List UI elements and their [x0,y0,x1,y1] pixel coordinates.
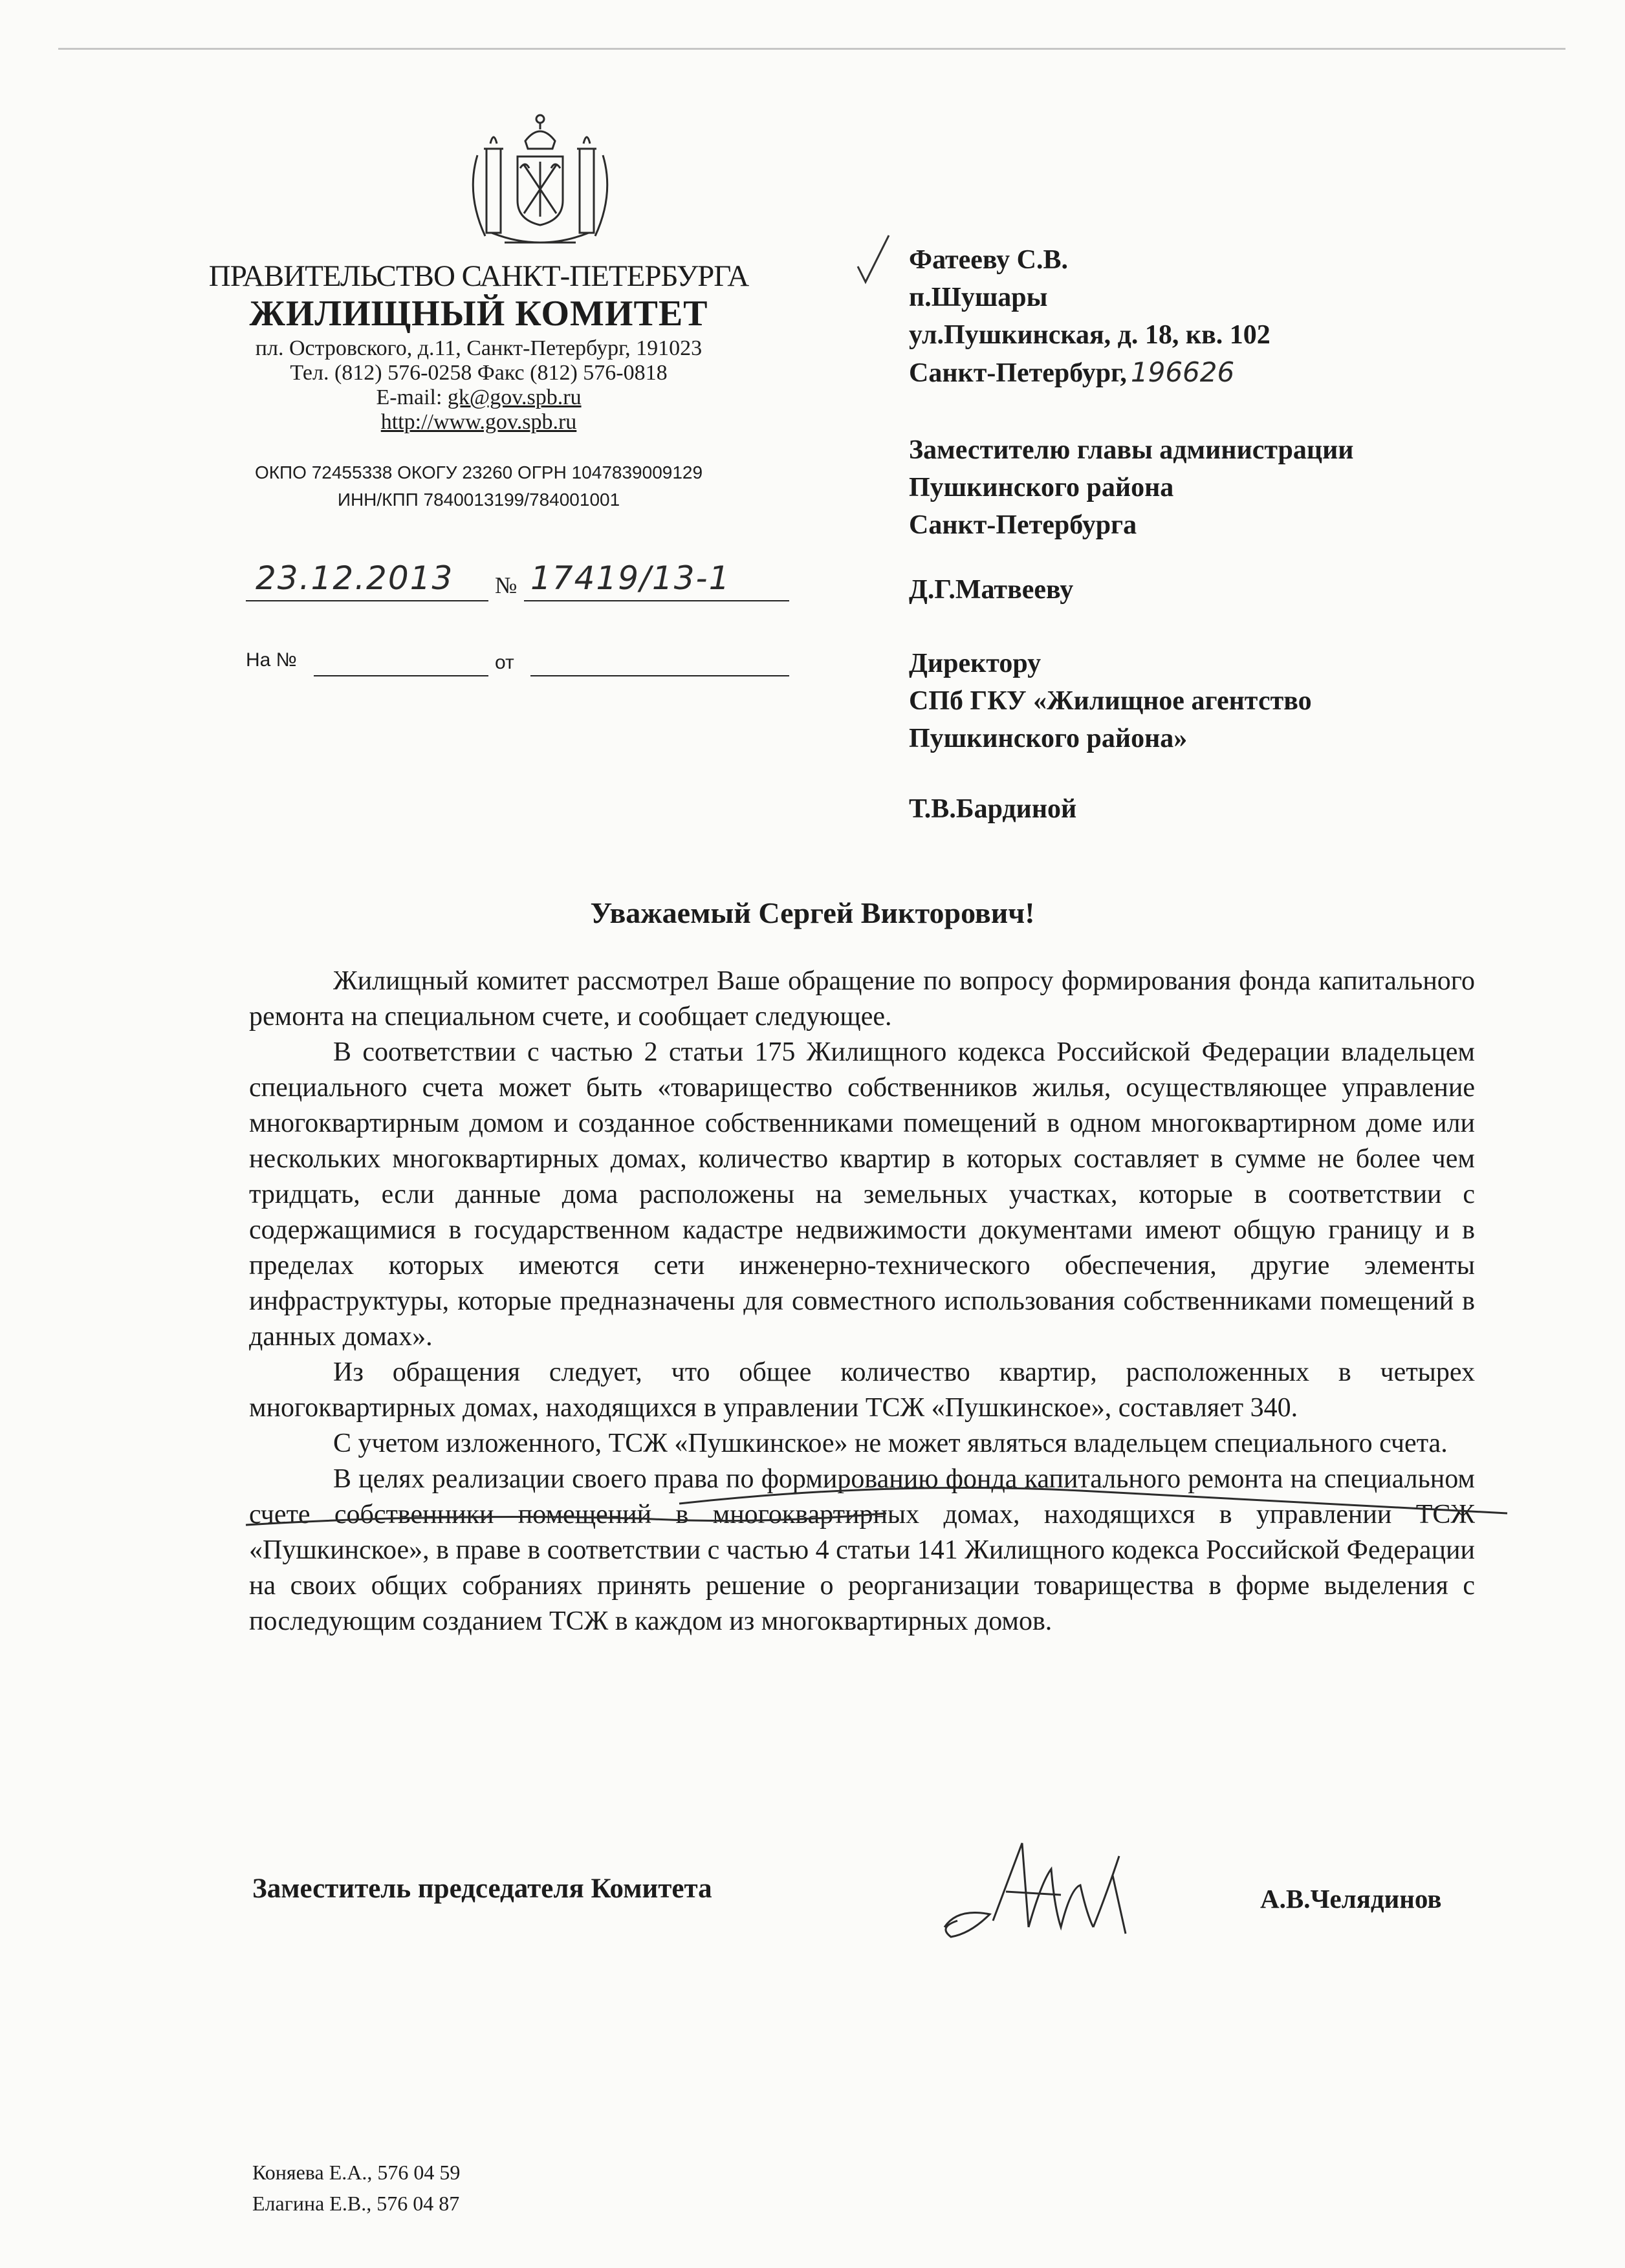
handwritten-signature [932,1830,1139,1979]
scan-edge-line [58,48,1565,50]
committee-phones: Тел. (812) 576-0258 Факс (812) 576-0818 [290,361,668,385]
addressee-line: СПб ГКУ «Жилищное агентство [909,686,1312,716]
committee-address: пл. Островского, д.11, Санкт-Петербург, 191023 [255,336,703,360]
number-sign: № [495,572,518,598]
outgoing-date: 23.12.2013 [256,559,454,597]
inn-kpp: ИНН/КПП 7840013199/784001001 [337,490,620,510]
addressee-director [909,645,1556,757]
addressee-matveev [909,571,1556,609]
committee-name: ЖИЛИЩНЫЙ КОМИТЕТ [249,294,708,334]
addressee-line: Директору [909,649,1042,678]
addressee-city: Санкт-Петербург, [909,358,1127,388]
addressee-line: Д.Г.Матвееву [909,575,1074,605]
government-name: ПРАВИТЕЛЬСТВО САНКТ-ПЕТЕРБУРГА [208,259,749,293]
email-link[interactable]: gk@gov.spb.ru [447,385,582,409]
reference-line [246,647,789,686]
addressee-line: Санкт-Петербурга [909,510,1137,540]
addressee-line [909,354,1556,392]
spb-coat-of-arms-icon [453,103,627,259]
postal-code: 196626 [1130,356,1235,388]
reference-date-blank [530,675,789,676]
executor-line: Коняева Е.А., 576 04 59 [252,2161,461,2184]
addressee-applicant [909,241,1556,392]
registration-line [246,556,789,614]
reference-from-label: от [495,652,514,673]
addressee-bardina [909,790,1556,828]
reference-number-label: На № [246,649,297,671]
signatory-title: Заместитель председателя Комитета [252,1874,712,1904]
registry-codes: ОКПО 72455338 ОКОГУ 23260 ОГРН 1047839009129 [254,462,703,482]
number-underline [524,600,789,601]
addressee-line: Пушкинского района» [909,724,1188,753]
outgoing-number: 17419/13-1 [530,559,731,597]
addressee-line: Фатееву С.В. [909,245,1068,275]
reference-number-blank [314,675,488,676]
addressee-line: п.Шушары [909,283,1048,312]
paragraph: Из обращения следует, что общее количество квартир, расположенных в четырех многоквартирных домах, находящихся в управлении ТСЖ «Пушкинское», составляет 340. [249,1357,1475,1423]
email-label: E-mail: [376,385,448,409]
addressee-line: ул.Пушкинская, д. 18, кв. 102 [909,320,1271,350]
executor-line: Елагина Е.В., 576 04 87 [252,2192,460,2215]
paragraph: В целях реализации своего права по формированию фонда капитального ремонта на специальном счете собственники помещений в многоквартирных домах, находящихся в управлении ТСЖ «Пушкинское», в праве в соответствии с частью 4 статьи 141 Жилищного кодекса Российской Федерации на своих общих собраниях принять решение о реорганизации товарищества в форме выделения с последующим созданием ТСЖ в каждом из многоквартирных домов. [249,1464,1475,1636]
addressee-line: Заместителю главы администрации [909,435,1354,465]
date-underline [246,600,488,601]
checkmark-icon [854,233,893,285]
website-link[interactable]: http://www.gov.spb.ru [380,410,577,434]
signatory-name: А.В.Челядинов [1260,1884,1442,1914]
paragraph: С учетом изложенного, ТСЖ «Пушкинское» не может являться владельцем специального счета. [333,1429,1448,1458]
committee-email-line [207,385,750,409]
addressee-line: Т.В.Бардиной [909,794,1077,824]
addressee-deputy-head [909,431,1556,544]
pen-underline-mark [239,1468,1533,1539]
paragraph: Жилищный комитет рассмотрел Ваше обращение по вопросу формирования фонда капитального ремонта на специальном счете, и сообщает следующее. [249,966,1475,1031]
paragraph: В соответствии с частью 2 статьи 175 Жилищного кодекса Российской Федерации владельцем специального счета может быть «товарищество собственников жилья, осуществляющее управление многоквартирным домом и созданное собственниками помещений в одном многоквартирном доме или нескольких многоквартирных домах, количество квартир в которых составляет в сумме не более чем тридцать, если данные дома расположены на земельных участках, которые в соответствии с содержащимися в государственном кадастре недвижимости документами имеют общую границу и в пределах которых имеются сети инженерно-технического обеспечения, другие элементы инфраструктуры, которые предназначены для совместного использования собственниками помещений в данных домах». [249,1037,1475,1352]
addressee-line: Пушкинского района [909,473,1174,502]
salutation: Уважаемый Сергей Викторович! [590,896,1035,929]
